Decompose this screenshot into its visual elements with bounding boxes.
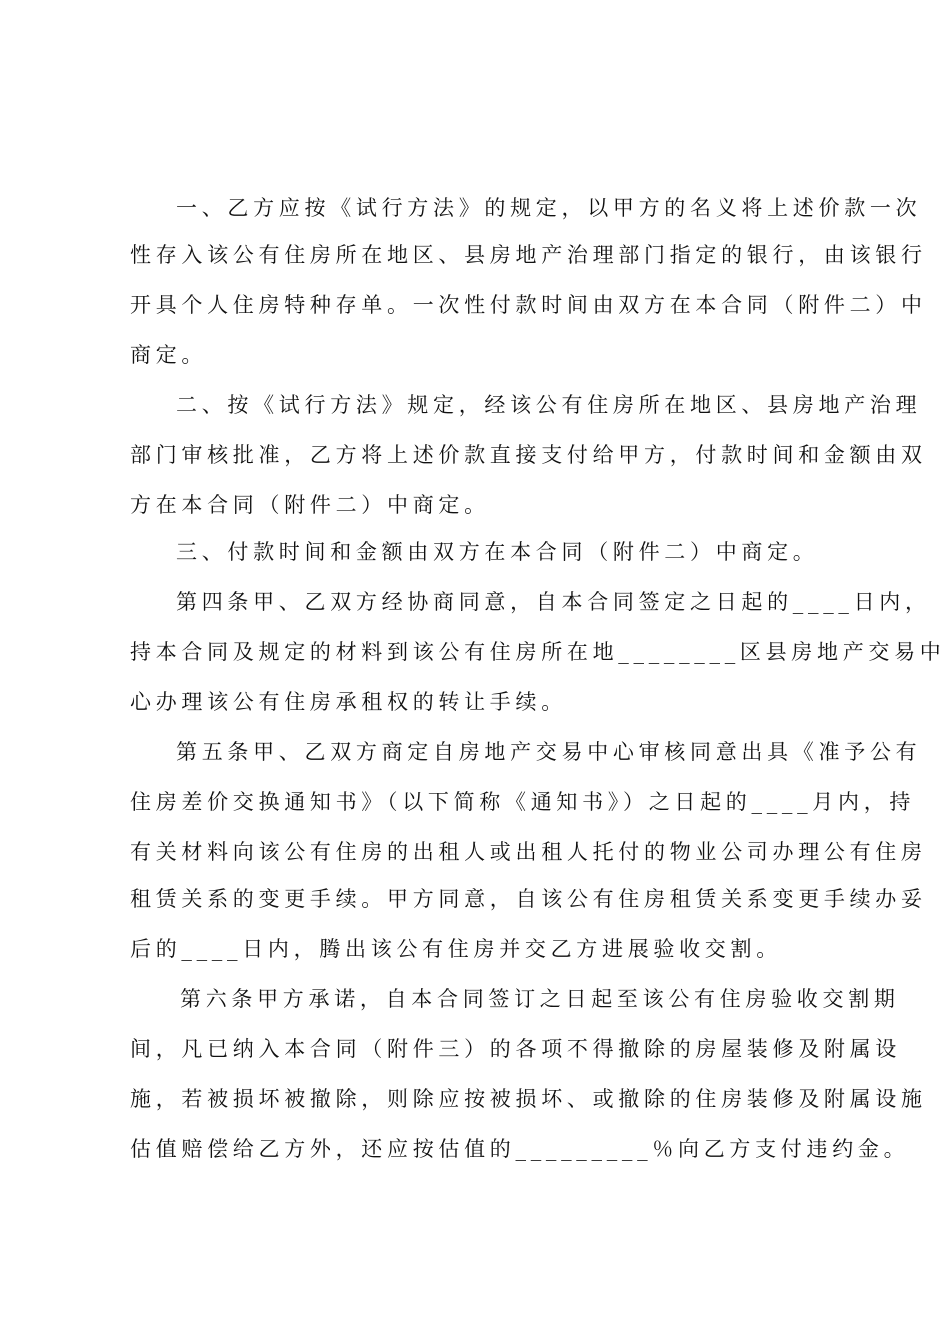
paragraph-2-line-3: 方在本合同（附件二）中商定。 (130, 493, 490, 517)
article-4-line-3: 心办理该公有住房承租权的转让手续。 (130, 690, 567, 714)
article-4-line-1: 第四条甲、乙双方经协商同意，自本合同签定之日起的____日内， (176, 590, 931, 614)
paragraph-2-line-1: 二、按《试行方法》规定，经该公有住房所在地区、县房地产治理 (176, 393, 922, 417)
paragraph-2-line-2: 部门审核批准，乙方将上述价款直接支付给甲方，付款时间和金额由双 (130, 443, 927, 467)
article-6-line-3: 施，若被损坏被撤除，则除应按被损坏、或撤除的住房装修及附属设施 (130, 1087, 927, 1111)
paragraph-1-line-4: 商定。 (130, 343, 208, 367)
article-5-line-1: 第五条甲、乙双方商定自房地产交易中心审核同意出具《准予公有 (176, 740, 922, 764)
paragraph-3-line-1: 三、付款时间和金额由双方在本合同（附件二）中商定。 (176, 540, 819, 564)
paragraph-1-line-2: 性存入该公有住房所在地区、县房地产治理部门指定的银行，由该银行 (130, 243, 927, 267)
article-6-line-4: 估值赔偿给乙方外，还应按估值的_________％向乙方支付违约金。 (130, 1137, 910, 1161)
article-6-line-1: 第六条甲方承诺，自本合同签订之日起至该公有住房验收交割期 (180, 987, 900, 1011)
paragraph-1-line-3: 开具个人住房特种存单。一次性付款时间由双方在本合同（附件二）中 (130, 293, 927, 317)
paragraph-1-line-1: 一、乙方应按《试行方法》的规定，以甲方的名义将上述价款一次 (176, 196, 922, 220)
article-6-line-2: 间，凡已纳入本合同（附件三）的各项不得撤除的房屋装修及附属设 (130, 1037, 901, 1061)
article-5-line-3: 有关材料向该公有住房的出租人或出租人托付的物业公司办理公有住房 (130, 840, 927, 864)
article-5-line-5: 后的____日内，腾出该公有住房并交乙方进展验收交割。 (130, 937, 782, 961)
article-4-line-2: 持本合同及规定的材料到该公有住房所在地________区县房地产交易中 (130, 640, 946, 664)
article-5-line-4: 租赁关系的变更手续。甲方同意，自该公有住房租赁关系变更手续办妥 (130, 887, 927, 911)
article-5-line-2: 住房差价交换通知书》（以下简称《通知书》）之日起的____月内，持 (130, 790, 916, 814)
